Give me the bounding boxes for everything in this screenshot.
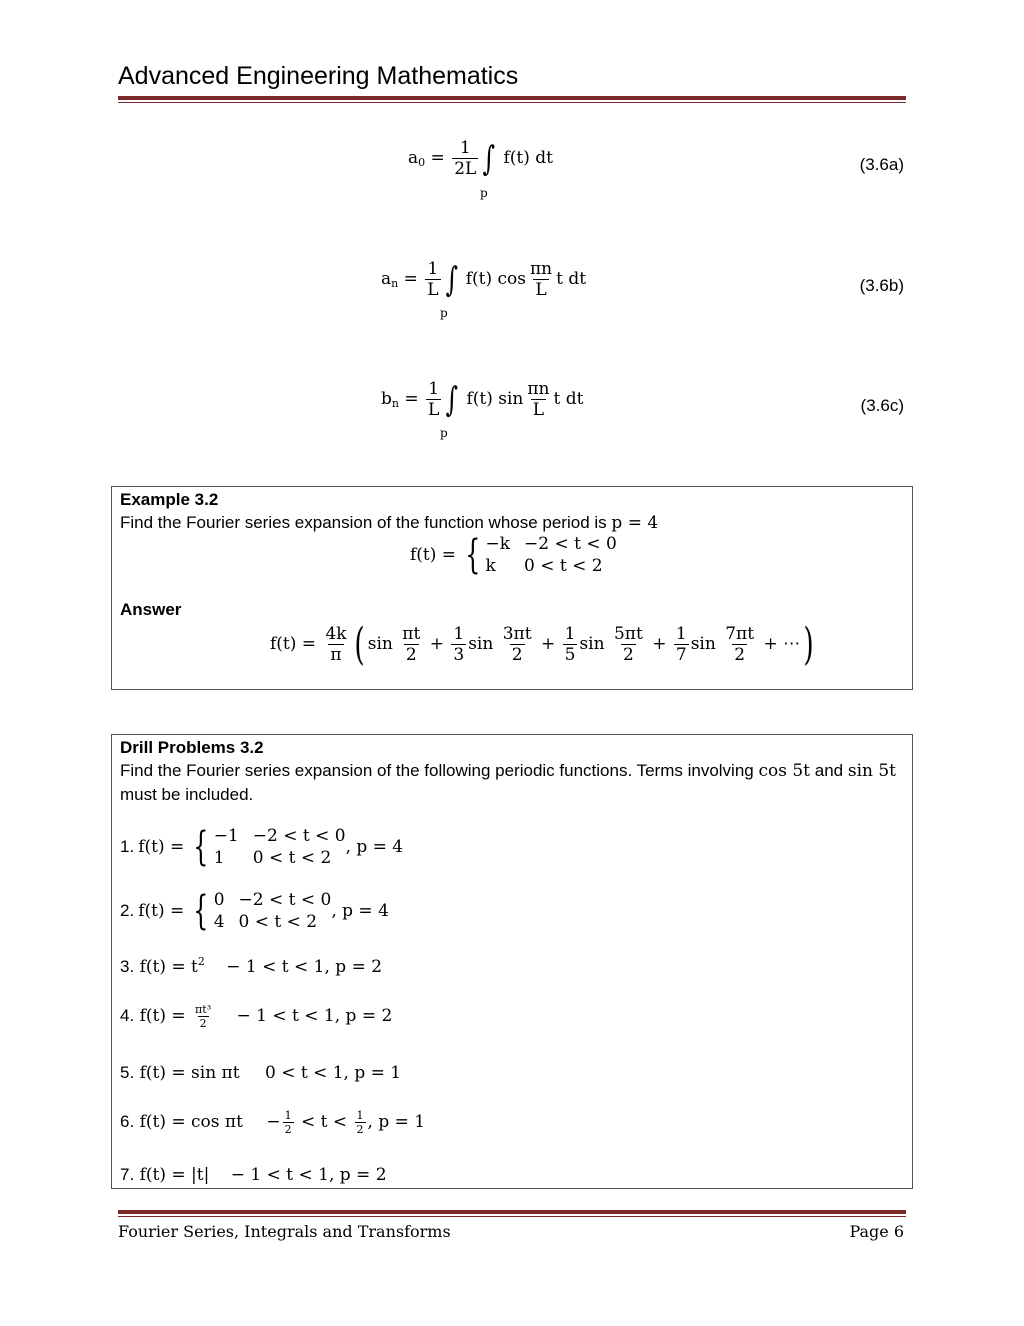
equation-bn-limit: p <box>440 426 448 440</box>
page-number: Page 6 <box>849 1222 904 1241</box>
footer-title: Fourier Series, Integrals and Transforms <box>118 1222 451 1241</box>
drill-problem-6: 6. f(t) = cos πt − $\frac{1}{2}$ < t < $\frac{1}{2}$ , p = 1 <box>120 1109 426 1136</box>
example-text: Find the Fourier series expansion of the function whose period is p = 4 <box>120 513 659 533</box>
header-rule-thin <box>118 102 906 103</box>
example-title: Example 3.2 <box>120 490 219 509</box>
page-header-title: Advanced Engineering Mathematics <box>118 62 519 90</box>
equation-an-limit: p <box>440 306 448 320</box>
drill-problem-4: 4. f(t) = $\frac{\text{πt³}}{2}$ − 1 < t < 1, p = 2 <box>120 1003 393 1030</box>
equation-label-3-6a: (3.6a) <box>859 155 904 174</box>
equation-a0: $a_0$ = $\frac{1}{2L}$ ∫ f(t) dt <box>408 138 553 179</box>
equation-label-3-6b: (3.6b) <box>859 276 904 295</box>
drill-problem-7: 7. f(t) = |t| − 1 < t < 1, p = 2 <box>120 1165 387 1185</box>
drill-title: Drill Problems 3.2 <box>120 738 264 757</box>
drill-text-line2: must be included. <box>120 785 254 804</box>
answer-title: Answer <box>120 600 182 619</box>
answer-equation: f(t) = $\frac{4k}{\pi}$ ( sin $\frac{\pi t}{2}$ + $\frac{1}{3}$ sin $\frac{3\pi t}{2}$ + $\frac{1}{5}$ sin $\frac{5\pi t}{2}$ + $\frac{1}{7}$ sin $\frac{7\pi t}{2}$ + ⋯) <box>270 619 814 670</box>
equation-a0-limit: p <box>480 186 488 200</box>
equation-label-3-6c: (3.6c) <box>860 396 904 415</box>
drill-box <box>111 734 913 1189</box>
footer-rule-thick <box>118 1210 906 1214</box>
drill-text-line1: Find the Fourier series expansion of the following periodic functions. Terms involving cos 5t and sin 5t <box>120 761 897 781</box>
equation-bn: $b_n$ = $\frac{1}{L}$ ∫ f(t) sin $\frac{\pi n}{L}$ t dt <box>381 379 584 420</box>
drill-problem-1: 1. f(t) = { −1 −2 < t < 0 1 0 < t < 2 , p = 4 <box>120 824 404 870</box>
drill-problem-5: 5. f(t) = sin πt 0 < t < 1, p = 1 <box>120 1063 402 1083</box>
drill-problem-2: 2. f(t) = { 0 −2 < t < 0 4 0 < t < 2 , p = 4 <box>120 888 389 934</box>
example-box <box>111 486 913 690</box>
example-function: f(t) = { −k −2 < t < 0 k 0 < t < 2 <box>410 532 617 578</box>
footer-rule-thin <box>118 1216 906 1217</box>
equation-an: $a_n$ = $\frac{1}{L}$ ∫ f(t) cos $\frac{\pi n}{L}$ t dt <box>381 259 587 300</box>
drill-problem-3: 3. $f(t) = t^2 - 1 < t < 1$, p = 2 <box>120 955 383 977</box>
header-rule-thick <box>118 96 906 100</box>
